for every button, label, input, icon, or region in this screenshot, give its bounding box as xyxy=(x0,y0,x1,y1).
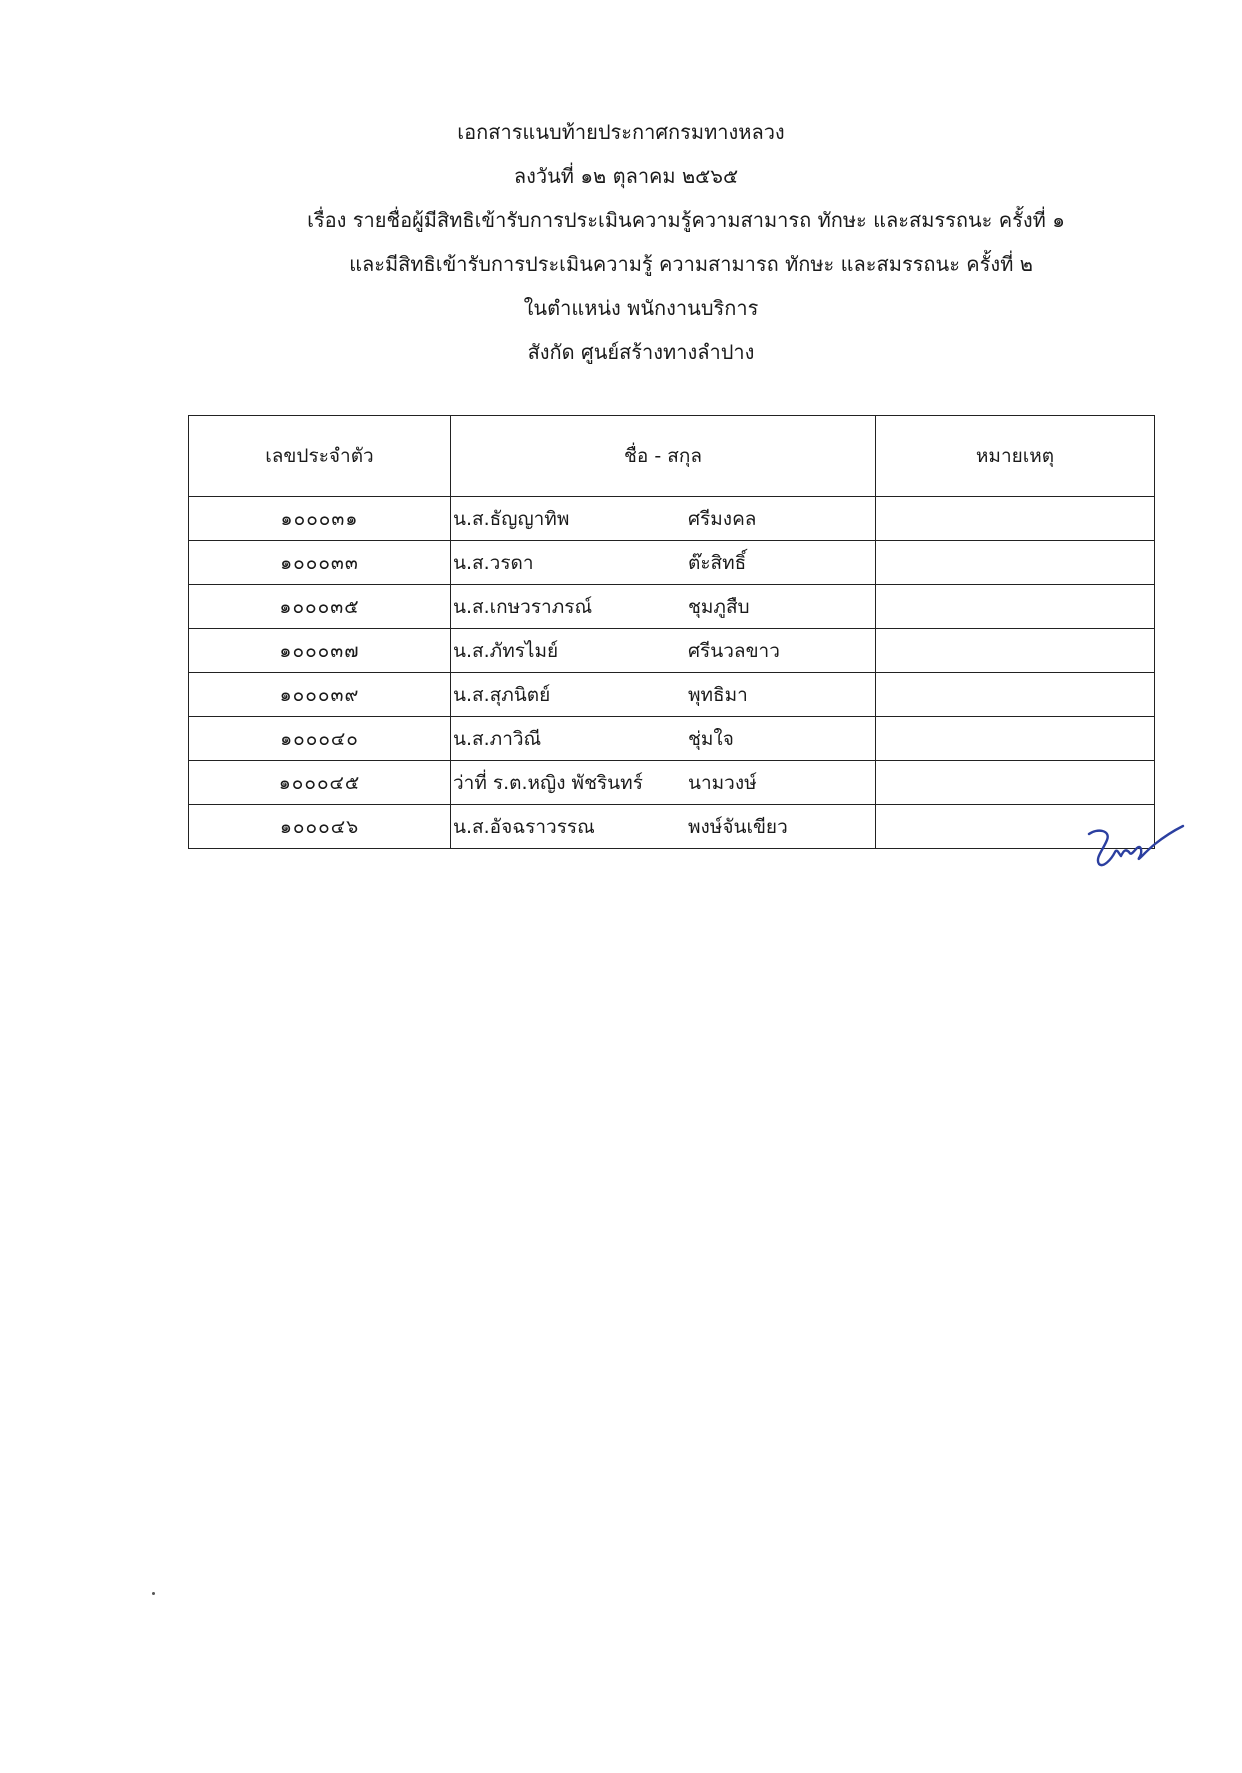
subject-line: เรื่อง รายชื่อผู้มีสิทธิเข้ารับการประเมินความรู้ความสามารถ ทักษะ และสมรรถนะ ครั้งที่ ๑ xyxy=(307,208,1065,232)
cell-name xyxy=(451,761,876,805)
first-name: น.ส.สุภนิตย์ xyxy=(453,683,551,706)
last-name: นามวงษ์ xyxy=(688,771,757,794)
cell-remark xyxy=(876,629,1155,673)
last-name: พงษ์จันเขียว xyxy=(688,815,788,838)
table-row xyxy=(189,541,1155,585)
attachment-title: เอกสารแนบท้ายประกาศกรมทางหลวง xyxy=(457,120,785,144)
announcement-date: ลงวันที่ ๑๒ ตุลาคม ๒๕๖๕ xyxy=(513,164,739,188)
candidate-table-container xyxy=(188,415,1154,849)
cell-id: ๑๐๐๐๓๕ xyxy=(189,585,451,629)
table-row xyxy=(189,717,1155,761)
table-row xyxy=(189,497,1155,541)
affiliation-line: สังกัด ศูนย์สร้างทางลำปาง xyxy=(527,340,755,364)
cell-remark xyxy=(876,541,1155,585)
last-name: ต๊ะสิทธิ์ xyxy=(688,551,747,574)
last-name: ชุมภูสืบ xyxy=(688,595,750,618)
candidate-table xyxy=(188,415,1155,849)
first-name: น.ส.ภัทรไมย์ xyxy=(453,639,559,662)
first-name: น.ส.เกษวราภรณ์ xyxy=(453,595,593,618)
scan-speck xyxy=(152,1592,155,1595)
cell-id: ๑๐๐๐๓๗ xyxy=(189,629,451,673)
cell-name xyxy=(451,805,876,849)
table-header-row xyxy=(189,416,1155,497)
cell-id: ๑๐๐๐๔๐ xyxy=(189,717,451,761)
cell-name xyxy=(451,497,876,541)
cell-id: ๑๐๐๐๔๕ xyxy=(189,761,451,805)
first-name: น.ส.ธัญญาทิพ xyxy=(453,507,570,530)
cell-name xyxy=(451,717,876,761)
first-name: ว่าที่ ร.ต.หญิง พัชรินทร์ xyxy=(453,771,643,794)
cell-remark xyxy=(876,673,1155,717)
cell-remark xyxy=(876,761,1155,805)
position-line: ในตำแหน่ง พนักงานบริการ xyxy=(523,296,759,320)
document-header xyxy=(0,110,1242,374)
cell-remark xyxy=(876,717,1155,761)
first-name: น.ส.อัจฉราวรรณ xyxy=(453,815,595,838)
handwritten-signature xyxy=(1085,822,1185,872)
column-header-name: ชื่อ - สกุล xyxy=(451,416,876,497)
cell-name xyxy=(451,585,876,629)
cell-name xyxy=(451,673,876,717)
cell-name xyxy=(451,541,876,585)
last-name: ศรีมงคล xyxy=(688,507,757,530)
cell-remark xyxy=(876,585,1155,629)
subject-line-continued: และมีสิทธิเข้ารับการประเมินความรู้ ความสามารถ ทักษะ และสมรรถนะ ครั้งที่ ๒ xyxy=(349,252,1033,276)
first-name: น.ส.วรดา xyxy=(453,551,534,574)
cell-id: ๑๐๐๐๓๓ xyxy=(189,541,451,585)
table-row xyxy=(189,673,1155,717)
table-row xyxy=(189,629,1155,673)
cell-id: ๑๐๐๐๓๑ xyxy=(189,497,451,541)
last-name: ชุ่มใจ xyxy=(688,727,734,750)
first-name: น.ส.ภาวิณี xyxy=(453,727,542,750)
cell-id: ๑๐๐๐๓๙ xyxy=(189,673,451,717)
cell-remark xyxy=(876,497,1155,541)
column-header-id: เลขประจำตัว xyxy=(189,416,451,497)
table-row xyxy=(189,761,1155,805)
cell-id: ๑๐๐๐๔๖ xyxy=(189,805,451,849)
cell-name xyxy=(451,629,876,673)
column-header-remark: หมายเหตุ xyxy=(876,416,1155,497)
last-name: พุทธิมา xyxy=(688,683,748,706)
table-row xyxy=(189,585,1155,629)
table-row xyxy=(189,805,1155,849)
last-name: ศรีนวลขาว xyxy=(688,639,780,662)
